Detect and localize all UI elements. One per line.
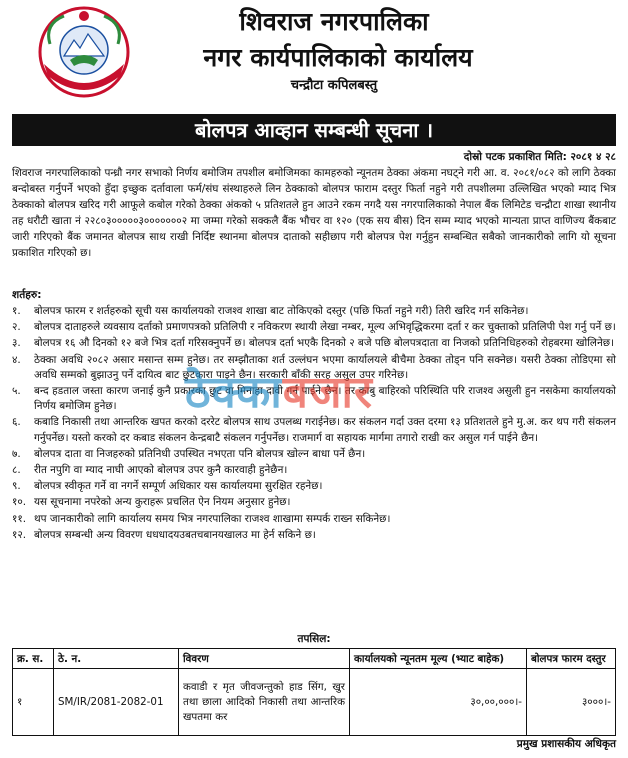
- office-title: नगर कार्यपालिकाको कार्यालय: [203, 43, 473, 72]
- term-item: १०. यस सूचनामा नपरेको अन्य कुराहरू प्रचलित ऐन नियम अनुसार हुनेछ।: [12, 496, 291, 509]
- table-header-row: [13, 649, 616, 669]
- header-tender-no: ठे. न.: [54, 649, 179, 669]
- table-caption: तपसिल:: [297, 633, 331, 645]
- bid-table: [12, 648, 616, 736]
- term-item: ३. बोलपत्र १६ औ दिनको १२ बजे भित्र दर्ता गरिसक्नुपर्ने छ। बोलपत्र दर्ता भएकै दिनको २ बजे पछि बोलपत्रदाता वा निजको प्रतिनिधिहरुको रोहबरमा खोलिनेछ।: [12, 337, 614, 350]
- signature-label: प्रमुख प्रशासकीय अधिकृत: [516, 738, 616, 750]
- watermark-logo: [185, 360, 373, 420]
- header-description: विवरण: [179, 649, 350, 669]
- term-item: २. बोलपत्र दाताहरुले व्यवसाय दर्ताको प्रमाणपत्रको प्रतिलिपी र नविकरण स्थायी लेखा नम्बर, मूल्य अभिवृद्धिकरमा दर्ता र कर चुक्ताको प्रतिलिपी पेश गर्नु पर्ने छ।: [12, 321, 616, 334]
- terms-list: [12, 304, 616, 544]
- watermark-part1: ठेक्का: [185, 367, 283, 418]
- term-item: १. बोलपत्र फारम र शर्तहरुको सूची यस कार्यालयको राजश्व शाखा बाट तोकिएको दस्तुर (पछि फिर्ता नहुने गरी) तिरी खरिद गर्न सकिनेछ।: [12, 305, 529, 317]
- term-item: ५. बन्द हडताल जस्ता कारण जनाई कुनै प्रकारका छुट वा मिनाहा दावी गर्न पाईने छैन। तर काबु बाहिरको परिस्थिति परि राजश्व असुली हुन नसकेमा कार्यालयको निर्णय बमोजिम हुनेछ।: [12, 385, 616, 413]
- publication-date: दोस्रो पटक प्रकाशित मिति: २०८१ ४ २८: [463, 151, 616, 163]
- term-item: ४. ठेक्का अवधि २०८२ असार मसान्त सम्म हुनेछ। तर सम्झौताका शर्त उल्लंघन भएमा कार्यालयले बीचैमा ठेक्का तोड्न पनि सक्नेछ। यसरी ठेक्का तोडिएमा सो अवधि सम्मको बुझाउनु पर्ने दायित्व बाट छुटकारा पाइने छैन। सरकारी बाँकी सरह असुल उपर गरिनेछ।: [12, 353, 616, 381]
- terms-heading: शर्तहरु:: [12, 289, 42, 301]
- term-item: ८. रीत नपुगि वा म्याद नाघी आएको बोलपत्र उपर कुनै कारवाही हुनेछैन।: [12, 464, 288, 477]
- header-form-fee: बोलपत्र फारम दस्तुर: [527, 649, 616, 669]
- term-item: ११. थप जानकारीको लागि कार्यालय समय भित्र नगरपालिका राजश्व शाखामा सम्पर्क राख्न सकिनेछ।: [12, 512, 391, 525]
- notice-banner: बोलपत्र आव्हान सम्बन्धी सूचना ।: [12, 114, 616, 146]
- watermark-part2: बजार: [282, 367, 373, 418]
- term-item: ९. बोलपत्र स्वीकृत गर्ने वा नगर्ने सम्पूर्ण अधिकार यस कार्यालयमा सुरक्षित रहनेछ।: [12, 480, 323, 493]
- cell-description: कवाडी र मृत जीवजन्तुको हाड सिंग, खुर तथा छाला आदिको निकासी तथा आन्तरिक खपतमा कर: [179, 669, 350, 736]
- cell-form-fee: ३०००।-: [527, 669, 616, 736]
- header-sn: क्र. स.: [13, 649, 54, 669]
- cell-tender-no: SM/IR/2081-2082-01: [54, 669, 179, 736]
- header: [0, 4, 628, 96]
- table-row: [13, 669, 616, 736]
- cell-sn: १: [13, 669, 54, 736]
- cell-min-price: ३०,००,०००।-: [350, 669, 527, 736]
- header-min-price: कार्यालयको न्यूनतम मूल्य (भ्याट बाहेक): [350, 649, 527, 669]
- location: चन्द्रौटा कपिलबस्तु: [290, 78, 378, 93]
- term-item: १२. बोलपत्र सम्बन्धी अन्य विवरण धधधादयउबतचबानयखालउ मा हेर्न सकिने छ।: [12, 528, 316, 541]
- municipality-title: शिवराज नगरपालिका: [239, 7, 429, 36]
- term-item: ६. कबाडि निकासी तथा आन्तरिक खपत करको दररेट बोलपत्र साथ उपलब्ध गराईनेछ। कर संकलन गर्दा उक्त दरमा १३ प्रतिशतले हुने मु.अ. कर थप गरी संकलन गर्नुपर्नेछ। यस्तो करको दर कबाड संकलन केन्द्रबाटै संकलन गर्नुपर्नेछ। राजमार्ग वा सहायक मार्गमा तगारो राखी कर असुल गर्न पाईने छैन।: [12, 416, 616, 444]
- term-item: ७. बोलपत्र दाता वा निजहरुको प्रतिनिधी उपस्थित नभएता पनि बोलपत्र खोल्न बाधा पर्ने छैन।: [12, 447, 366, 460]
- intro-paragraph: शिवराज नगरपालिकाको पन्ध्रौ नगर सभाको निर्णय बमोजिम तपशील बमोजिमका कामहरुको न्यूनतम ठेक्का अंकमा नघट्ने गरी आ. व. २०८१/०८२ को लागि ठेक्का बन्दोबस्त गर्नुपर्ने भएको हुँदा इच्छुक दर्तावाला फर्म/संघ संस्थाहरुले लिन ठेक्काको बोलपत्र फाराम दस्तुर फिर्ता नहुने गरी तपशीलमा उल्लिखित भएको म्याद भित्र ठेक्काको बोलपत्र खरिद गरी आफूले कबोल गरेको ठेक्का अंकको ५ प्रतिशतले हुन आउने रकम नगदै यस नगरपालिकाको नेपाल बैंक लिमिटेड चन्द्रौटा शाखा स्थानीय तह धरौटी खाता नं २२८०३०००००३०००००००२ मा जम्मा गरेको सक्कलै बैंक भौचर वा १२० (एक सय बीस) दिन सम्म म्याद भएको मान्यता प्राप्त वाणिज्य बैंकबाट जारी गरिएको बैंक जमानत बोलपत्र साथ राखी निर्दिष्ट स्थानमा बोलपत्र दाताको सहीछाप गरी बोलपत्र पेश गर्नुहुन सम्बन्धित सबैको जानकारीको लागि यो सूचना प्रकाशित गरिएको छ।: [12, 167, 616, 259]
